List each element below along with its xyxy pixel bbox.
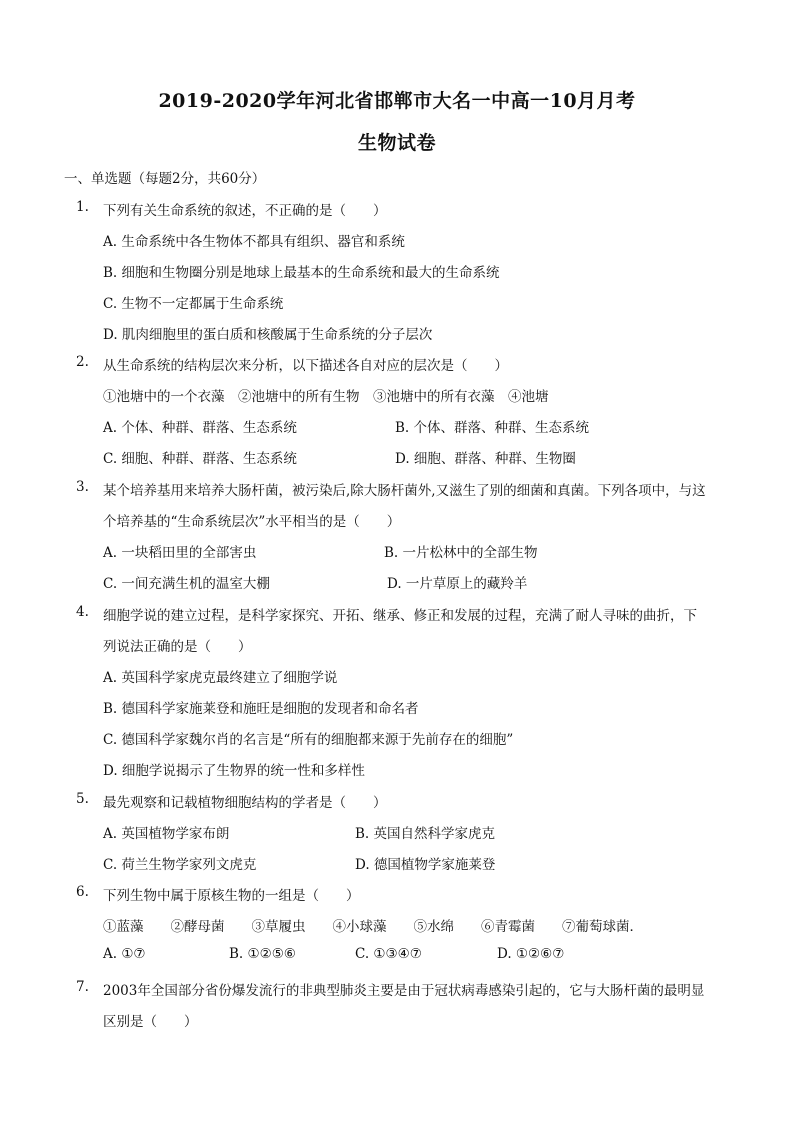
section-heading: 一、单选题（每题2分，共60分） (64, 171, 266, 187)
option-c: C. ①③④⑦ (355, 946, 422, 962)
option-d: D. 一片草原上的藏羚羊 (387, 576, 528, 592)
question-items: ①蓝藻 ②酵母菌 ③草履虫 ④小球藻 ⑤水绵 ⑥青霉菌 ⑦葡萄球菌． (103, 919, 643, 935)
option-c: C. 德国科学家魏尔肖的名言是“所有的细胞都来源于先前存在的细胞” (103, 732, 514, 748)
question-stem: 最先观察和记载植物细胞结构的学者是（ ） (103, 795, 387, 811)
option-c: C. 荷兰生物学家列文虎克 (103, 857, 257, 873)
option-a: A. 英国植物学家布朗 (103, 826, 230, 842)
option-b: B. ①②⑤⑥ (229, 946, 296, 962)
question-stem-line-1: 细胞学说的建立过程，是科学家探究、开拓、继承、修正和发展的过程，充满了耐人寻味的曲折，下 (103, 608, 697, 624)
question-number: 5. (76, 791, 89, 807)
question-stem-line-1: 某个培养基用来培养大肠杆菌，被污染后,除大肠杆菌外,又滋生了别的细菌和真菌。下列各项中，与这 (103, 483, 706, 499)
option-a: A. 一块稻田里的全部害虫 (103, 545, 257, 561)
question-stem-line-2: 区别是（ ） (103, 1014, 198, 1030)
option-d: D. 德国植物学家施莱登 (355, 857, 496, 873)
option-c: C. 细胞、种群、群落、生态系统 (103, 451, 297, 467)
option-d: D. ①②⑥⑦ (497, 946, 565, 962)
question-items: ①池塘中的一个衣藻 ②池塘中的所有生物 ③池塘中的所有衣藻 ④池塘 (103, 389, 549, 405)
question-number: 6. (76, 884, 89, 900)
question-number: 1. (76, 199, 89, 215)
question-stem: 下列生物中属于原核生物的一组是（ ） (103, 888, 360, 904)
option-b: B. 细胞和生物圈分别是地球上最基本的生命系统和最大的生命系统 (103, 265, 500, 281)
question-stem-line-1: 2003年全国部分省份爆发流行的非典型肺炎主要是由于冠状病毒感染引起的，它与大肠杆菌的最明显 (103, 983, 705, 999)
exam-title: 2019-2020学年河北省邯郸市大名一中高一10月月考 (158, 90, 636, 112)
question-number: 4. (76, 604, 89, 620)
question-number: 2. (76, 354, 89, 370)
option-b: B. 个体、群落、种群、生态系统 (395, 420, 590, 436)
question-stem-line-2: 个培养基的“生命系统层次”水平相当的是（ ） (103, 514, 401, 530)
option-b: B. 英国自然科学家虎克 (355, 826, 496, 842)
option-a: A. ①⑦ (103, 946, 146, 962)
option-a: A. 个体、种群、群落、生态系统 (103, 420, 297, 436)
question-number: 3. (76, 479, 89, 495)
question-stem: 从生命系统的结构层次来分析，以下描述各自对应的层次是（ ） (103, 358, 508, 374)
question-stem: 下列有关生命系统的叙述，不正确的是（ ） (103, 203, 387, 219)
question-number: 7. (76, 979, 89, 995)
question-stem-line-2: 列说法正确的是（ ） (103, 639, 252, 655)
option-a: A. 生命系统中各生物体不都具有组织、器官和系统 (103, 234, 405, 250)
option-d: D. 细胞学说揭示了生物界的统一性和多样性 (103, 763, 365, 779)
option-b: B. 一片松林中的全部生物 (384, 545, 538, 561)
option-d: D. 细胞、群落、种群、生物圈 (395, 451, 576, 467)
option-c: C. 一间充满生机的温室大棚 (103, 576, 270, 592)
option-b: B. 德国科学家施莱登和施旺是细胞的发现者和命名者 (103, 701, 419, 717)
exam-subtitle: 生物试卷 (357, 132, 436, 154)
option-c: C. 生物不一定都属于生命系统 (103, 296, 284, 312)
option-d: D. 肌肉细胞里的蛋白质和核酸属于生命系统的分子层次 (103, 327, 433, 343)
option-a: A. 英国科学家虎克最终建立了细胞学说 (103, 670, 338, 686)
